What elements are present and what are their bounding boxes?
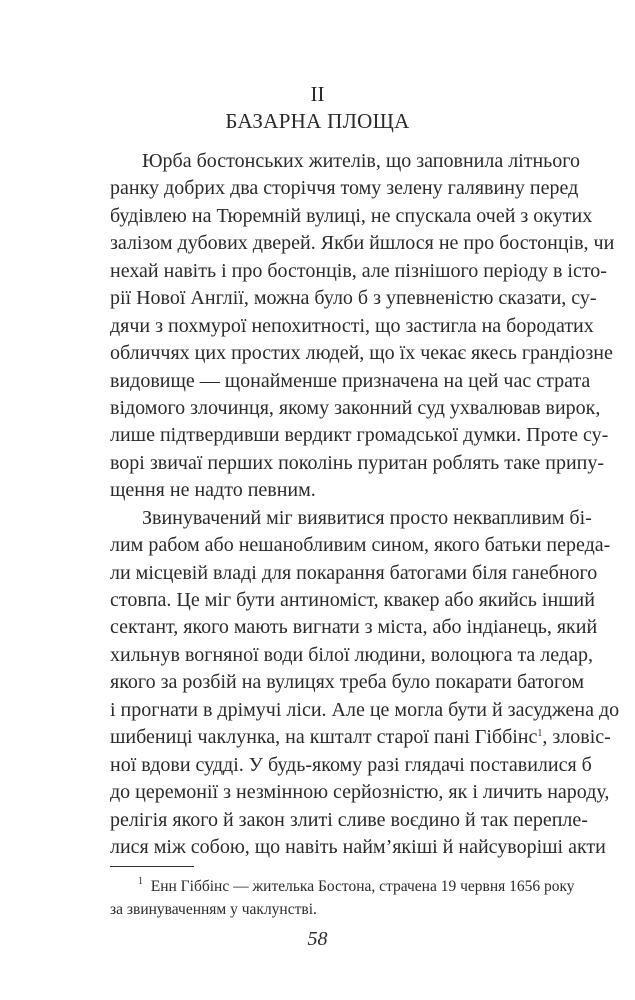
text-line: відомого злочинця, якому законний суд ухвалював вирок, bbox=[110, 396, 601, 419]
text-line: шибениці чаклунка, на кшталт старої пані Гіббінс$^1$, зловіс- bbox=[110, 726, 611, 749]
footnote bbox=[110, 875, 575, 921]
body-text bbox=[110, 148, 620, 861]
text-line: хильнув вогняної води білої людини, волоцюга та ледар, bbox=[110, 643, 593, 666]
text-line: лим рабом або нешанобливим сином, якого батьки переда- bbox=[110, 534, 611, 557]
chapter-title: БАЗАРНА ПЛОЩА bbox=[225, 109, 410, 133]
text-line: будівлею на Тюремній вулиці, не спускала очей з окутих bbox=[110, 204, 593, 227]
text-line: обличчях цих простих людей, що їх чекає якесь грандіозне bbox=[110, 342, 613, 365]
text-line: ли місцевій владі для покарання батогами біля ганебного bbox=[110, 561, 598, 584]
footnote-divider bbox=[110, 866, 194, 867]
text-line: сектант, якого мають вигнати з міста, або індіанець, який bbox=[110, 616, 598, 639]
text-line: нехай навіть і про бостонців, але пізнішого періоду в істо- bbox=[110, 259, 607, 282]
text-line: лише підтвердивши вердикт громадської думки. Проте су- bbox=[110, 424, 609, 447]
text-line: стовпа. Це міг бути антиноміст, квакер або якийсь інший bbox=[110, 589, 595, 611]
text-line: якого за розбій на вулицях треба було покарати батогом bbox=[110, 671, 584, 694]
text-line: релігія якого й закон злиті сливе воєдино й так перепле- bbox=[110, 808, 588, 831]
text-line: ворі звичаї перших поколінь пуритан роблять таке припу- bbox=[110, 451, 605, 474]
text-line: до церемонії з незмінною серйозністю, як і личить народу, bbox=[110, 781, 610, 804]
text-line: Звинувачений міг виявитися просто неквапливим бі- bbox=[142, 506, 592, 529]
footnote-reference[interactable]: 1 bbox=[537, 728, 543, 740]
text-line: рії Нової Англії, можна було б з упевненістю сказати, су- bbox=[110, 287, 597, 310]
page-number: 58 bbox=[307, 928, 328, 950]
chapter-number: II bbox=[310, 82, 325, 106]
footnote-line: за звинуваченням у чаклунстві. bbox=[110, 901, 317, 918]
text-line: щення не надто певним. bbox=[110, 479, 316, 502]
footnote-line: $^1$ Енн Гіббінс — жителька Бостона, страчена 19 червня 1656 року bbox=[138, 876, 575, 895]
text-line: і прогнати в дрімучі ліси. Але це могла бути й засуджена до bbox=[110, 698, 620, 721]
text-line: ної вдови судді. У будь-якому разі глядачі поставилися б bbox=[110, 753, 592, 776]
text-line: дячи з похмурої непохитності, що застигла на бородатих bbox=[110, 314, 594, 337]
text-line: лися між собою, що навіть найм’якіші й найсуворіші акти bbox=[110, 835, 606, 858]
text-line: Юрба бостонських жителів, що заповнила літнього bbox=[142, 150, 581, 172]
text-line: ранку добрих два сторіччя тому зелену галявину перед bbox=[110, 177, 579, 200]
text-line: видовище — щонайменше призначена на цей час страта bbox=[110, 369, 591, 392]
footnote-marker: 1 bbox=[138, 876, 143, 887]
text-line: залізом дубових дверей. Якби йшлося не про бостонців, чи bbox=[110, 232, 615, 255]
